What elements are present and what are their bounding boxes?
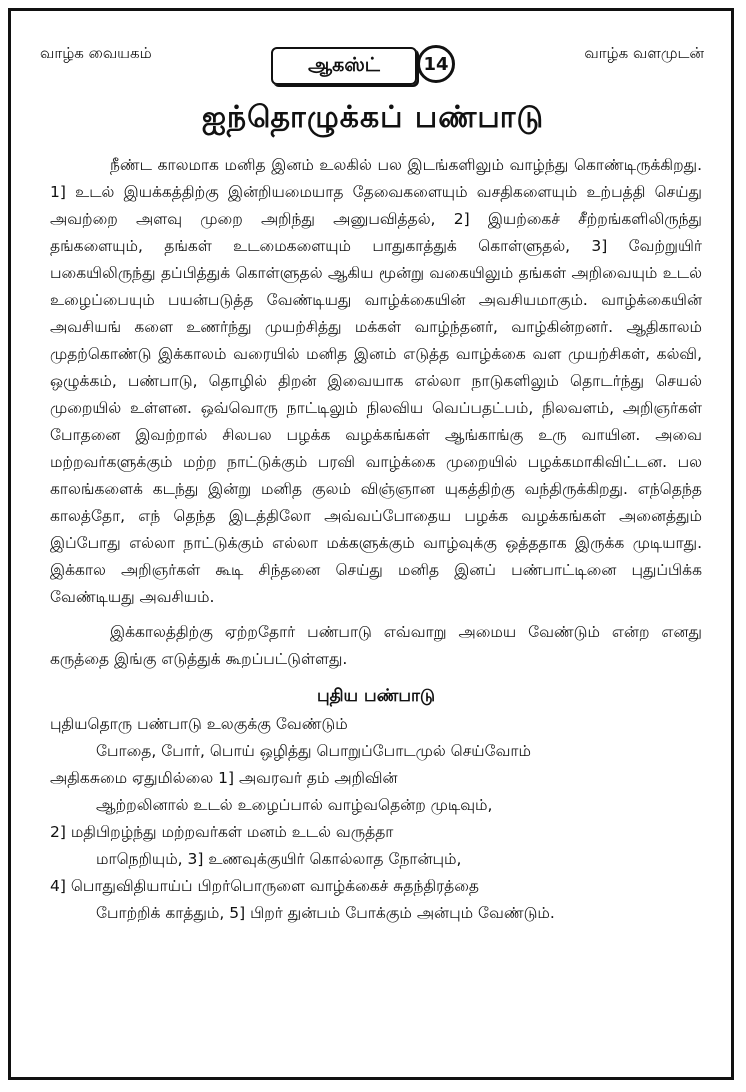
header-left-slogan: வாழ்க வையகம்	[40, 44, 152, 62]
date-day: 14	[423, 53, 449, 75]
verse-line: அதிகசுமை ஏதுமில்லை 1] அவரவர் தம் அறிவின்	[50, 769, 398, 787]
page-title: ஐந்தொழுக்கப் பண்பாடு	[201, 100, 545, 135]
header-right-slogan: வாழ்க வளமுடன்	[584, 44, 704, 62]
verse-line: ஆற்றலினால் உடல் உழைப்பால் வாழ்வதென்ற முடிவும்,	[96, 796, 493, 814]
section-heading: புதிய பண்பாடு	[316, 686, 436, 706]
verse-line: புதியதொரு பண்பாடு உலகுக்கு வேண்டும்	[50, 715, 348, 733]
date-day-badge	[417, 45, 455, 83]
verse-line: மாநெறியும், 3] உணவுக்குயிர் கொல்லாத நோன்பும்,	[96, 850, 462, 868]
verse-line: போதை, போர், பொய் ஒழித்து பொறுப்போடமுல் செய்வோம்	[96, 742, 531, 760]
verse-line: 4] பொதுவிதியாய்ப் பிறர்பொருளை வாழ்க்கைச் சுதந்திரத்தை	[50, 877, 480, 895]
date-month-box	[271, 47, 417, 85]
paragraph: நீண்ட காலமாக மனித இனம் உலகில் பல இடங்களிலும் வாழ்ந்து கொண்டிருக்கிறது. 1] உடல் இயக்கத்திற்கு இன்றியமையாத தேவைகளையும் வசதிகளையும் உற்பத்தி செய்து அவற்றை அளவு முறை அறிந்து அனுபவித்தல், 2] இயற்கைச் சீற்றங்களிலிருந்து தங்களையும், தங்கள் உடமைகளையும் பாதுகாத்துக் கொள்ளுதல், 3] வேற்றுயிர் பகையிலிருந்து தப்பித்துக் கொள்ளுதல் ஆகிய மூன்று வகையிலும் தங்கள் அறிவையும் உடல் உழைப்பையும் பயன்படுத்த வேண்டியது வாழ்க்கையின் அவசியமாகும். வாழ்க்கையின் அவசியங் களை உணர்ந்து முயற்சித்து மக்கள் வாழ்ந்தனர், வாழ்கின்றனர். ஆதிகாலம் முதற்கொண்டு இக்காலம் வரையில் மனித இனம் எடுத்த வாழ்க்கை வள முயற்சிகள், கல்வி, ஒழுக்கம், பண்பாடு, தொழில் திறன் இவையாக எல்லா நாடுகளிலும் தொடர்ந்து செயல் முறையில் உள்ளன. ஒவ்வொரு நாட்டிலும் நிலவிய வெப்பதட்பம், நிலவளம், அறிஞர்கள் போதனை இவற்றால் சிலபல பழக்க வழக்கங்கள் ஆங்காங்கு உரு வாயின. அவை மற்றவர்களுக்கும் மற்ற நாட்டுக்கும் பரவி வாழ்க்கை முறையில் பழக்கமாகிவிட்டன. பல காலங்களைக் கடந்து இன்று மனித குலம் விஞ்ஞான யுகத்திற்கு வந்திருக்கிறது. எந்தெந்த காலத்தோ, எந் தெந்த இடத்திலோ அவ்வப்போதைய பழக்க வழக்கங்கள் அனைத்தும் இப்போது எல்லா நாட்டுக்கும் எல்லா மக்களுக்கும் வாழ்வுக்கு ஒத்ததாக இருக்க முடியாது. இக்கால அறிஞர்கள் கூடி சிந்தனை செய்து மனித இனப் பண்பாட்டினை புதுப்பிக்க வேண்டியது அவசியம்.	[50, 156, 702, 606]
verse-block	[50, 711, 702, 927]
paragraph: இக்காலத்திற்கு ஏற்றதோர் பண்பாடு எவ்வாறு அமைய வேண்டும் என்ற எனது கருத்தை இங்கு எடுத்துக் கூறப்பட்டுள்ளது.	[50, 623, 702, 668]
date-month: ஆகஸ்ட்	[308, 53, 380, 76]
verse-line: போற்றிக் காத்தும், 5] பிறர் துன்பம் போக்கும் அன்பும் வேண்டும்.	[96, 904, 555, 922]
verse-line: 2] மதிபிறழ்ந்து மற்றவர்கள் மனம் உடல் வருத்தா	[50, 823, 394, 841]
body-text	[50, 152, 702, 927]
